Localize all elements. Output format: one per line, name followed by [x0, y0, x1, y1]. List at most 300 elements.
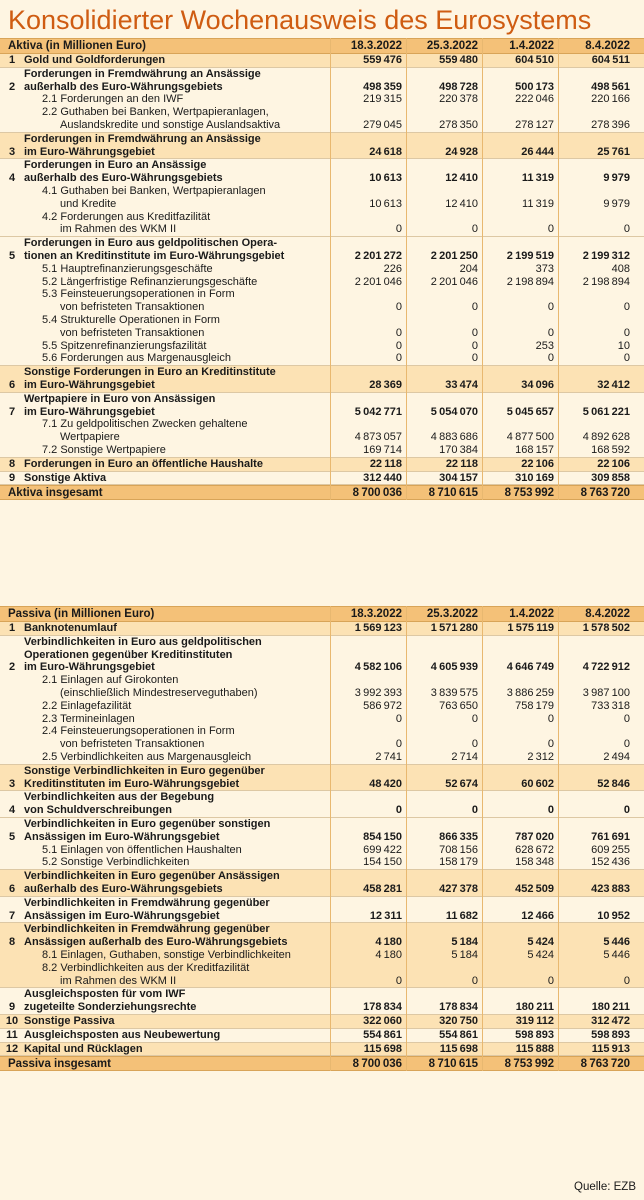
row-label-line: 2.4 Feinsteuerungsoperationen in Form	[42, 725, 235, 738]
value-cell: 1 569 123	[354, 622, 402, 634]
row-label	[24, 288, 330, 314]
value-cell: 498 359	[363, 80, 402, 93]
value-cell: 787 020	[515, 830, 554, 843]
value-cell: 0	[471, 712, 478, 725]
table-row	[0, 1029, 644, 1042]
value-cell: 10 613	[369, 197, 402, 210]
row-label	[24, 765, 330, 791]
value-cell: 5 446	[603, 936, 630, 949]
value-cell: 0	[547, 738, 554, 751]
row-label-line: Operationen gegenüber Kreditinstituten	[24, 648, 233, 661]
table-row-group	[0, 54, 644, 68]
table-row	[0, 1043, 644, 1056]
table-row	[0, 366, 644, 392]
total-value: 8 700 036	[352, 1057, 402, 1070]
table-row-group	[0, 636, 644, 765]
value-cell: 310 169	[515, 471, 554, 484]
table-row	[0, 636, 644, 674]
table-row-group	[0, 458, 644, 472]
row-label-line: im Euro-Währungsgebiet	[24, 661, 155, 674]
row-label	[24, 472, 330, 485]
value-cell: 4 873 057	[354, 431, 402, 444]
row-label-line: 7.2 Sonstige Wertpapiere	[42, 443, 166, 456]
value-cell: 0	[395, 326, 402, 339]
value-cell: 0	[395, 301, 402, 314]
value-cell: 0	[395, 738, 402, 751]
row-label-line: von befristeten Transaktionen	[60, 301, 205, 314]
value-cell: 0	[623, 301, 630, 314]
value-cell: 408	[611, 262, 630, 275]
value-cell: 0	[471, 326, 478, 339]
value-cell: 733 318	[591, 699, 630, 712]
table-row-group	[0, 366, 644, 393]
row-label-line: Gold und Goldforderungen	[24, 54, 166, 66]
row-label-line: Forderungen in Fremdwährung an Ansässige	[24, 132, 261, 145]
value-cell: 11 319	[521, 172, 554, 185]
table-row	[0, 713, 644, 726]
table-row-group	[0, 237, 644, 366]
row-label-line: 4.1 Guthaben bei Banken, Wertpapieranlagen	[42, 184, 266, 197]
row-label-line: Wertpapiere	[60, 431, 120, 444]
row-label-line: Ansässigen im Euro-Währungsgebiet	[24, 909, 220, 922]
row-label-line: 5.3 Feinsteuerungsoperationen in Form	[42, 288, 235, 301]
total-value: 8 753 992	[504, 486, 554, 499]
value-cell: 4 180	[375, 936, 402, 949]
value-cell: 152 436	[591, 856, 630, 869]
row-label	[24, 636, 330, 674]
value-cell: 320 750	[439, 1014, 478, 1027]
row-label	[24, 725, 330, 751]
value-cell: 2 312	[527, 750, 554, 763]
value-cell: 5 424	[527, 948, 554, 961]
row-number: 2	[8, 661, 16, 674]
table-row	[0, 962, 644, 988]
value-cell: 0	[395, 223, 402, 236]
row-label-line: tionen an Kreditinstitute im Euro-Währungsgebiet	[24, 249, 285, 262]
row-label	[24, 352, 330, 365]
value-cell: 278 127	[515, 118, 554, 131]
total-value: 8 710 615	[428, 1057, 478, 1070]
value-cell: 708 156	[439, 843, 478, 856]
column-divider	[482, 606, 483, 1071]
value-cell: 312 440	[363, 471, 402, 484]
table-row	[0, 352, 644, 365]
row-label-line: Sonstige Passiva	[24, 1014, 115, 1027]
date-header: 8.4.2022	[585, 40, 630, 52]
value-cell: 5 045 657	[506, 405, 554, 418]
value-cell: 2 199 519	[506, 249, 554, 262]
table-row	[0, 185, 644, 211]
value-cell: 10 613	[369, 172, 402, 185]
table-row	[0, 133, 644, 159]
row-label	[24, 458, 330, 471]
value-cell: 5 184	[451, 936, 478, 949]
value-cell: 12 410	[445, 172, 478, 185]
value-cell: 319 112	[515, 1014, 554, 1027]
row-label-line: im Euro-Währungsgebiet	[24, 145, 155, 158]
value-cell: 559 480	[439, 54, 478, 66]
date-header: 18.3.2022	[350, 40, 402, 52]
row-label-line: Sonstige Forderungen in Euro an Kreditinstitute	[24, 366, 276, 379]
row-label-line: 2.1 Forderungen an den IWF	[42, 93, 184, 106]
row-number: 8	[8, 936, 16, 949]
row-label	[24, 751, 330, 764]
value-cell: 2 741	[375, 750, 402, 763]
passiva-total-row	[0, 1056, 644, 1071]
value-cell: 4 722 912	[582, 661, 630, 674]
table-row-group	[0, 897, 644, 924]
value-cell: 278 350	[439, 118, 478, 131]
date-header: 25.3.2022	[426, 40, 478, 52]
row-label	[24, 674, 330, 700]
table-row	[0, 314, 644, 340]
table-row	[0, 54, 644, 67]
row-label	[24, 211, 330, 237]
column-divider	[558, 606, 559, 1071]
value-cell: 1 578 502	[582, 622, 630, 634]
value-cell: 5 184	[451, 948, 478, 961]
table-row	[0, 159, 644, 185]
aktiva-total-row	[0, 485, 644, 500]
value-cell: 598 893	[591, 1028, 630, 1041]
value-cell: 2 494	[603, 750, 630, 763]
row-label-line: außerhalb des Euro-Währungsgebiets	[24, 80, 223, 93]
value-cell: 115 698	[439, 1042, 478, 1055]
value-cell: 761 691	[591, 830, 630, 843]
value-cell: 0	[547, 326, 554, 339]
row-label	[24, 897, 330, 923]
row-label-line: 5.6 Forderungen aus Margenausgleich	[42, 352, 231, 365]
row-number: 3	[8, 145, 16, 158]
value-cell: 52 846	[597, 777, 630, 790]
table-row	[0, 988, 644, 1014]
value-cell: 854 150	[363, 830, 402, 843]
table-row	[0, 725, 644, 751]
row-label	[24, 276, 330, 289]
value-cell: 178 834	[439, 1001, 478, 1014]
table-row-group	[0, 988, 644, 1015]
value-cell: 22 106	[521, 457, 554, 470]
table-row	[0, 622, 644, 635]
value-cell: 170 384	[439, 443, 478, 456]
value-cell: 0	[547, 301, 554, 314]
row-label-line: 8.2 Verbindlichkeiten aus der Kreditfazilität	[42, 961, 250, 974]
value-cell: 628 672	[515, 843, 554, 856]
value-cell: 3 886 259	[506, 686, 554, 699]
table-row-group	[0, 472, 644, 486]
total-label: Passiva insgesamt	[8, 1057, 111, 1070]
row-number: 7	[8, 909, 16, 922]
value-cell: 0	[547, 223, 554, 236]
row-label-line: Banknotenumlauf	[24, 622, 117, 634]
value-cell: 604 510	[515, 54, 554, 66]
row-label-line: Verbindlichkeiten in Euro aus geldpolitischen	[24, 635, 262, 648]
value-cell: 500 173	[515, 80, 554, 93]
date-header: 1.4.2022	[509, 608, 554, 620]
row-label-line: von Schuldverschreibungen	[24, 804, 172, 817]
row-label-line: 5.1 Hauptrefinanzierungsgeschäfte	[42, 262, 213, 275]
value-cell: 0	[623, 326, 630, 339]
row-label-line: Verbindlichkeiten aus der Begebung	[24, 791, 215, 804]
row-number: 8	[8, 457, 16, 470]
row-label-line: Ansässigen im Euro-Währungsgebiet	[24, 830, 220, 843]
row-number: 1	[8, 54, 16, 66]
row-label	[24, 818, 330, 844]
aktiva-section	[0, 38, 644, 500]
value-cell: 2 201 272	[354, 249, 402, 262]
value-cell: 699 422	[363, 843, 402, 856]
row-label-line: 2.2 Einlagefazilität	[42, 699, 132, 712]
value-cell: 2 714	[451, 750, 478, 763]
value-cell: 11 682	[445, 909, 478, 922]
passiva-header	[0, 606, 644, 622]
row-label	[24, 1029, 330, 1042]
table-row-group	[0, 870, 644, 897]
row-number: 10	[5, 1014, 19, 1027]
value-cell: 0	[623, 712, 630, 725]
row-label	[24, 870, 330, 896]
row-label-line: Kreditinstituten im Euro-Währungsgebiet	[24, 777, 240, 790]
value-cell: 304 157	[439, 471, 478, 484]
value-cell: 28 369	[369, 378, 402, 391]
row-label-line: 8.1 Einlagen, Guthaben, sonstige Verbindlichkeiten	[42, 948, 291, 961]
value-cell: 22 106	[597, 457, 630, 470]
value-cell: 10 952	[597, 909, 630, 922]
value-cell: 220 166	[591, 93, 630, 106]
row-label	[24, 237, 330, 263]
row-label-line: 7.1 Zu geldpolitischen Zwecken gehaltene	[42, 418, 248, 431]
table-row	[0, 751, 644, 764]
row-label-line: 4.2 Forderungen aus Kreditfazilität	[42, 210, 211, 223]
row-label	[24, 713, 330, 726]
row-label-line: 5.1 Einlagen von öffentlichen Haushalten	[42, 843, 242, 856]
table-row	[0, 106, 644, 132]
value-cell: 219 315	[363, 93, 402, 106]
table-row	[0, 472, 644, 485]
table-row	[0, 791, 644, 817]
column-divider	[406, 38, 407, 500]
date-header: 8.4.2022	[585, 608, 630, 620]
value-cell: 373	[535, 262, 554, 275]
value-cell: 3 992 393	[354, 686, 402, 699]
row-label	[24, 366, 330, 392]
table-row	[0, 418, 644, 444]
table-row-group	[0, 68, 644, 133]
value-cell: 178 834	[363, 1001, 402, 1014]
table-row	[0, 818, 644, 844]
row-label-line: im Rahmen des WKM II	[60, 223, 177, 236]
row-label-line: Ansässigen außerhalb des Euro-Währungsgebiets	[24, 936, 288, 949]
row-number: 6	[8, 882, 16, 895]
value-cell: 5 054 070	[430, 405, 478, 418]
row-label	[24, 340, 330, 353]
row-label	[24, 1015, 330, 1028]
value-cell: 48 420	[369, 777, 402, 790]
table-row-group	[0, 923, 644, 988]
value-cell: 12 410	[445, 197, 478, 210]
value-cell: 452 509	[515, 882, 554, 895]
table-row	[0, 444, 644, 457]
table-row-group	[0, 159, 644, 237]
value-cell: 2 198 894	[506, 275, 554, 288]
row-number: 1	[8, 622, 16, 634]
value-cell: 158 348	[515, 856, 554, 869]
table-row-group	[0, 791, 644, 818]
row-label-line: Auslandskredite und sonstige Auslandsaktiva	[60, 118, 281, 131]
row-label-line: 5.5 Spitzenrefinanzierungsfazilität	[42, 339, 207, 352]
value-cell: 24 618	[369, 145, 402, 158]
row-label-line: Verbindlichkeiten in Fremdwährung gegenüber	[24, 923, 270, 936]
value-cell: 52 674	[445, 777, 478, 790]
row-label	[24, 393, 330, 419]
table-row	[0, 288, 644, 314]
row-number: 2	[8, 80, 16, 93]
table-row-group	[0, 818, 644, 870]
date-header: 1.4.2022	[509, 40, 554, 52]
row-label-line: Wertpapiere in Euro von Ansässigen	[24, 392, 216, 405]
passiva-header-label: Passiva (in Millionen Euro)	[8, 608, 155, 620]
value-cell: 0	[623, 352, 630, 365]
row-label	[24, 856, 330, 869]
row-label	[24, 791, 330, 817]
value-cell: 0	[623, 974, 630, 987]
value-cell: 168 592	[591, 443, 630, 456]
row-label	[24, 444, 330, 457]
row-label	[24, 263, 330, 276]
value-cell: 4 877 500	[506, 431, 554, 444]
value-cell: 0	[395, 804, 402, 817]
table-row	[0, 93, 644, 106]
row-label-line: Forderungen in Euro aus geldpolitischen Opera-	[24, 237, 278, 250]
table-row-group	[0, 1015, 644, 1029]
value-cell: 24 928	[445, 145, 478, 158]
total-value: 8 700 036	[352, 486, 402, 499]
value-cell: 0	[471, 352, 478, 365]
value-cell: 22 118	[445, 457, 478, 470]
row-label	[24, 844, 330, 857]
value-cell: 222 046	[515, 93, 554, 106]
value-cell: 498 561	[591, 80, 630, 93]
row-number: 7	[8, 405, 16, 418]
row-label-line: im Euro-Währungsgebiet	[24, 378, 155, 391]
value-cell: 2 199 312	[582, 249, 630, 262]
value-cell: 758 179	[515, 699, 554, 712]
value-cell: 458 281	[363, 882, 402, 895]
date-header: 25.3.2022	[426, 608, 478, 620]
value-cell: 9 979	[603, 172, 630, 185]
column-divider	[330, 38, 331, 500]
value-cell: 279 045	[363, 118, 402, 131]
row-label	[24, 700, 330, 713]
row-label-line: von befristeten Transaktionen	[60, 738, 205, 751]
row-label	[24, 622, 330, 635]
value-cell: 32 412	[597, 378, 630, 391]
row-label-line: Verbindlichkeiten in Euro gegenüber sonstigen	[24, 817, 271, 830]
value-cell: 180 211	[591, 1001, 630, 1014]
row-label-line: im Rahmen des WKM II	[60, 974, 177, 987]
row-label	[24, 68, 330, 94]
value-cell: 22 118	[369, 457, 402, 470]
row-label-line: außerhalb des Euro-Währungsgebiets	[24, 882, 223, 895]
value-cell: 2 201 250	[430, 249, 478, 262]
row-number: 3	[8, 777, 16, 790]
value-cell: 158 179	[439, 856, 478, 869]
row-label-line: zugeteilte Sonderziehungsrechte	[24, 1001, 197, 1014]
value-cell: 1 571 280	[430, 622, 478, 634]
value-cell: 604 511	[591, 54, 630, 66]
value-cell: 180 211	[515, 1001, 554, 1014]
value-cell: 5 424	[527, 936, 554, 949]
row-label	[24, 988, 330, 1014]
table-row	[0, 393, 644, 419]
value-cell: 0	[471, 339, 478, 352]
row-label-line: Sonstige Verbindlichkeiten in Euro gegenüber	[24, 764, 265, 777]
total-value: 8 763 720	[580, 1057, 630, 1070]
row-label	[24, 93, 330, 106]
value-cell: 0	[471, 223, 478, 236]
value-cell: 278 396	[591, 118, 630, 131]
column-divider	[558, 38, 559, 500]
row-number: 6	[8, 378, 16, 391]
row-label-line: Ausgleichsposten aus Neubewertung	[24, 1028, 221, 1041]
row-number: 11	[6, 1028, 18, 1041]
total-value: 8 753 992	[504, 1057, 554, 1070]
value-cell: 309 858	[591, 471, 630, 484]
table-row	[0, 211, 644, 237]
date-header: 18.3.2022	[350, 608, 402, 620]
table-row	[0, 700, 644, 713]
value-cell: 11 319	[522, 197, 554, 210]
value-cell: 0	[547, 974, 554, 987]
value-cell: 866 335	[439, 830, 478, 843]
row-label-line: 2.1 Einlagen auf Girokonten	[42, 674, 179, 687]
table-row-group	[0, 622, 644, 636]
value-cell: 115 698	[363, 1042, 402, 1055]
value-cell: 0	[395, 974, 402, 987]
row-number: 4	[8, 172, 16, 185]
value-cell: 168 157	[515, 443, 554, 456]
value-cell: 0	[471, 738, 478, 751]
row-number: 5	[8, 249, 16, 262]
value-cell: 0	[547, 712, 554, 725]
row-label	[24, 949, 330, 962]
value-cell: 204	[459, 262, 478, 275]
row-number: 4	[8, 804, 16, 817]
passiva-section	[0, 606, 644, 1071]
table-row-group	[0, 393, 644, 458]
value-cell: 423 883	[591, 882, 630, 895]
value-cell: 3 839 575	[430, 686, 478, 699]
table-row-group	[0, 1029, 644, 1043]
table-row	[0, 68, 644, 94]
value-cell: 559 476	[363, 54, 402, 66]
table-row	[0, 1015, 644, 1028]
row-label-line: Ausgleichsposten für vom IWF	[24, 988, 186, 1001]
row-label-line: von befristeten Transaktionen	[60, 326, 205, 339]
row-number: 5	[8, 830, 16, 843]
row-label-line: 5.4 Strukturelle Operationen in Form	[42, 313, 220, 326]
value-cell: 154 150	[363, 856, 402, 869]
row-label-line: Verbindlichkeiten in Fremdwährung gegenüber	[24, 896, 270, 909]
value-cell: 1 575 119	[507, 622, 554, 634]
row-label-line: 2.3 Termineinlagen	[42, 712, 135, 725]
table-row	[0, 340, 644, 353]
row-number: 9	[8, 1001, 16, 1014]
value-cell: 3 987 100	[582, 686, 630, 699]
value-cell: 0	[623, 738, 630, 751]
value-cell: 5 042 771	[354, 405, 402, 418]
value-cell: 0	[471, 301, 478, 314]
